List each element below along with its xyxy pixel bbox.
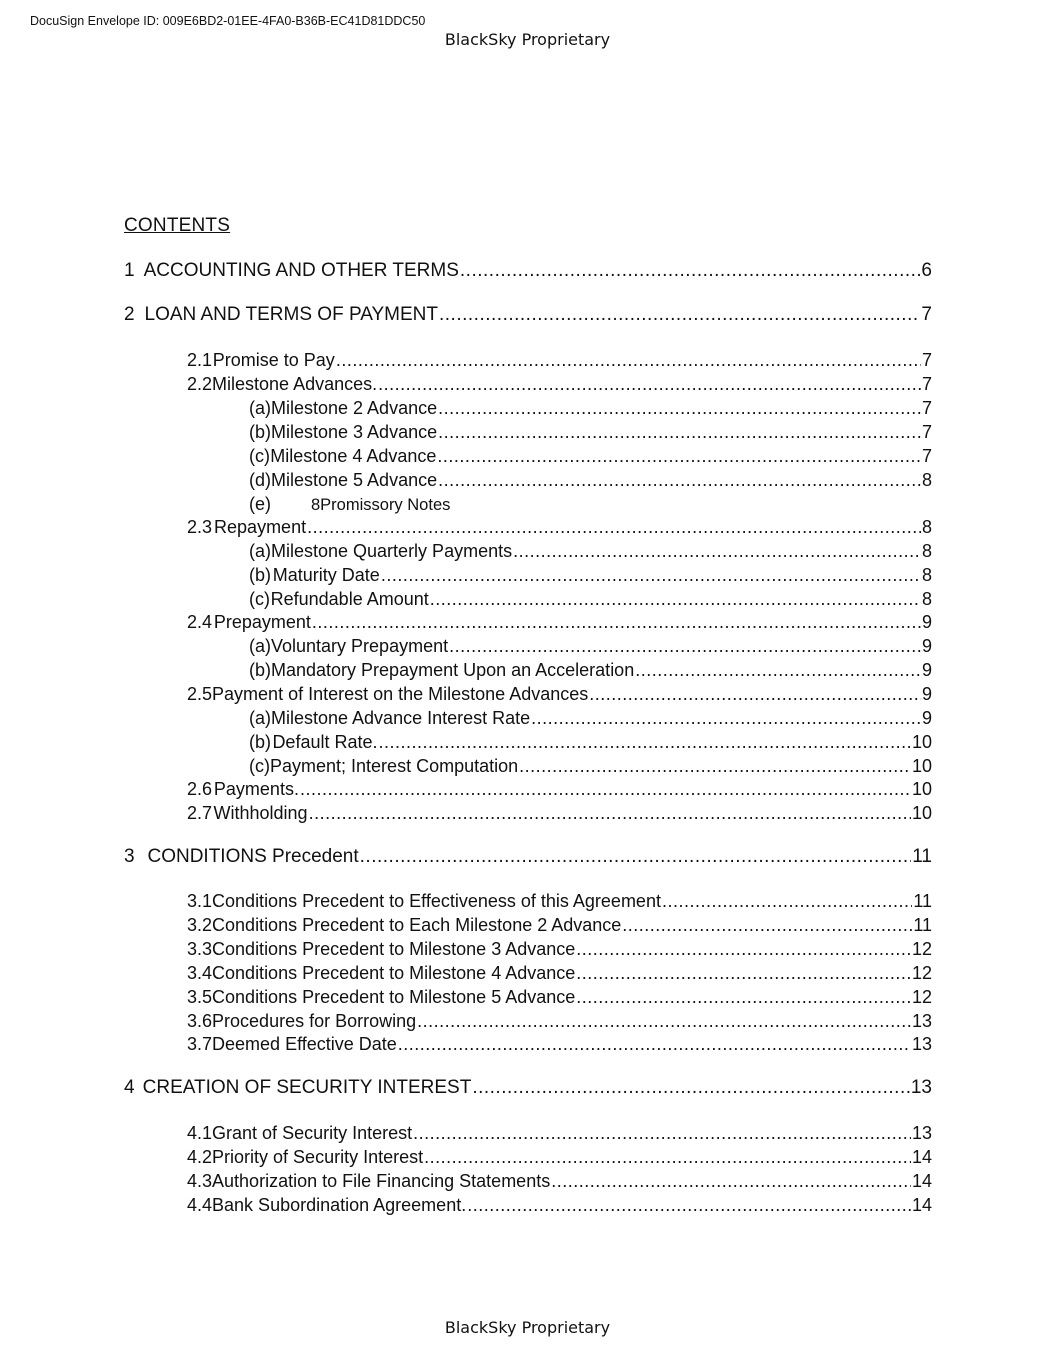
toc-dot-leader <box>622 913 912 937</box>
toc-entry-title: Milestone 3 Advance <box>271 422 438 442</box>
toc-entry-title: Conditions Precedent to Milestone 3 Advance <box>212 939 576 959</box>
toc-entry[interactable] <box>187 682 932 706</box>
toc-entry-page: 8 <box>921 517 932 537</box>
toc-entry-page: 7 <box>921 398 932 418</box>
toc-dot-leader <box>519 754 911 778</box>
toc-dot-leader <box>336 348 921 372</box>
toc-entry[interactable] <box>187 1009 932 1033</box>
toc-entry-number: (d) <box>249 470 271 490</box>
toc-dot-leader <box>472 1076 910 1100</box>
toc-entry[interactable] <box>187 372 932 396</box>
toc-entry[interactable] <box>124 303 932 327</box>
toc-entry-title: Conditions Precedent to Milestone 4 Advance <box>212 963 576 983</box>
toc-entry-page: 7 <box>921 446 932 466</box>
toc-entry-page: 14 <box>911 1147 932 1167</box>
toc-entry-page: 8 <box>921 470 932 490</box>
toc-entry-number: 4.3 <box>187 1171 213 1191</box>
toc-entry-page: 10 <box>911 779 932 799</box>
toc-entry-number: 3.5 <box>187 987 213 1007</box>
toc-dot-leader <box>460 259 921 283</box>
toc-entry-title: Default Rate. <box>272 732 378 752</box>
toc-entry-number: 2 <box>124 304 135 325</box>
toc-entry-title: LOAN AND TERMS OF PAYMENT <box>144 304 438 325</box>
toc-entry-title: Promise to Pay <box>212 350 335 370</box>
toc-entry-title: Conditions Precedent to Each Milestone 2 Advance <box>212 915 622 935</box>
toc-entry-number: 2.2 <box>187 374 213 394</box>
toc-dot-leader <box>438 396 921 420</box>
toc-entry-page: 14 <box>911 1171 932 1191</box>
toc-entry-number: (a) <box>249 541 271 561</box>
toc-entry[interactable] <box>249 444 932 468</box>
toc-dot-leader <box>576 985 911 1009</box>
toc-entry[interactable] <box>249 396 932 420</box>
toc-entry-number: 2.7 <box>187 803 213 823</box>
toc-entry-page: 9 <box>921 636 932 656</box>
toc-entry-title: Grant of Security Interest <box>212 1123 413 1143</box>
toc-dot-leader <box>513 539 921 563</box>
toc-entry-page: 14 <box>911 1195 932 1215</box>
toc-dot-leader <box>379 730 911 754</box>
header-proprietary-label: BlackSky Proprietary <box>444 30 611 49</box>
toc-entry-number: (b) <box>249 660 271 680</box>
toc-entry-page: 12 <box>911 963 932 983</box>
toc-dot-leader <box>378 372 921 396</box>
toc-entry-number: (c) <box>249 589 270 609</box>
toc-entry[interactable] <box>249 492 450 517</box>
toc-entry-title: Repayment <box>214 517 307 537</box>
toc-dot-leader <box>635 658 921 682</box>
toc-entry[interactable] <box>249 563 932 587</box>
toc-entry-number: 4.2 <box>187 1147 213 1167</box>
toc-entry[interactable] <box>187 889 932 913</box>
toc-entry-page: 9 <box>921 708 932 728</box>
toc-dot-leader <box>312 610 921 634</box>
toc-entry-title: Milestone Quarterly Payments <box>271 541 513 561</box>
toc-entry-title: ACCOUNTING AND OTHER TERMS <box>143 260 459 281</box>
toc-entry-title: Authorization to File Financing Statements <box>212 1171 551 1191</box>
toc-dot-leader <box>300 777 911 801</box>
toc-entry[interactable] <box>187 1145 932 1169</box>
toc-entry-title: Payment; Interest Computation <box>270 756 519 776</box>
toc-entry-title: Milestone Advances. <box>212 374 378 394</box>
toc-entry[interactable] <box>187 961 932 985</box>
docusign-envelope-id: DocuSign Envelope ID: 009E6BD2-01EE-4FA0-B36B-EC41D81DDC50 <box>30 14 426 28</box>
toc-dot-leader <box>467 1193 911 1217</box>
toc-entry-number: 4.1 <box>187 1123 213 1143</box>
toc-dot-leader <box>551 1169 911 1193</box>
toc-entry-page: 8 <box>921 589 932 609</box>
toc-entry-number: (a) <box>249 398 271 418</box>
toc-entry-title: Deemed Effective Date <box>212 1034 397 1054</box>
toc-entry-title: Withholding <box>213 803 308 823</box>
contents-heading: CONTENTS <box>124 215 231 236</box>
toc-entry-page: 7 <box>921 350 932 370</box>
toc-entry-page: 9 <box>921 612 932 632</box>
toc-entry-title: Milestone 5 Advance <box>271 470 438 490</box>
toc-entry-title: Bank Subordination Agreement. <box>212 1195 467 1215</box>
toc-entry-page: 7 <box>921 304 932 325</box>
toc-entry-number: 2.3 <box>187 517 213 537</box>
toc-dot-leader <box>439 303 920 327</box>
toc-dot-leader <box>424 1145 911 1169</box>
footer-proprietary-label: BlackSky Proprietary <box>444 1318 611 1337</box>
toc-entry-number: (a) <box>249 636 271 656</box>
toc-entry-title: CREATION OF SECURITY INTEREST <box>142 1077 472 1098</box>
toc-entry[interactable] <box>187 937 932 961</box>
toc-entry-page: 11 <box>912 846 932 867</box>
toc-entry-title: Refundable Amount <box>270 589 429 609</box>
toc-entry-page: 11 <box>913 891 932 911</box>
toc-entry[interactable] <box>249 587 932 611</box>
toc-entry-number: (c) <box>249 446 270 466</box>
toc-entry-page: 11 <box>913 915 932 935</box>
toc-entry[interactable] <box>249 420 932 444</box>
toc-entry[interactable] <box>187 1169 932 1193</box>
toc-entry[interactable] <box>187 913 932 937</box>
toc-entry[interactable] <box>187 1121 932 1145</box>
toc-dot-leader <box>662 889 912 913</box>
toc-entry-title: Priority of Security Interest <box>212 1147 424 1167</box>
toc-entry[interactable] <box>249 634 932 658</box>
toc-entry-number: 3.7 <box>187 1034 213 1054</box>
toc-entry-number: (a) <box>249 708 271 728</box>
toc-dot-leader <box>309 801 911 825</box>
toc-entry-page: 13 <box>910 1077 932 1098</box>
toc-entry-number: 4.4 <box>187 1195 213 1215</box>
toc-entry-number: 2.5 <box>187 684 213 704</box>
toc-entry-number: 3 <box>124 846 135 867</box>
toc-entry-page: 13 <box>911 1011 932 1031</box>
toc-dot-leader <box>449 634 921 658</box>
toc-entry-title: Milestone 4 Advance <box>270 446 437 466</box>
toc-entry[interactable] <box>249 539 932 563</box>
toc-entry[interactable] <box>249 706 932 730</box>
toc-entry-page: 10 <box>911 732 932 752</box>
toc-entry-page: 7 <box>921 422 932 442</box>
toc-entry[interactable] <box>187 1032 932 1056</box>
toc-entry-number: (b) <box>249 422 271 442</box>
toc-entry[interactable] <box>249 658 932 682</box>
toc-dot-leader <box>576 937 911 961</box>
toc-entry-page: 6 <box>921 260 932 281</box>
toc-entry-title: Maturity Date <box>272 565 380 585</box>
toc-entry-number: (b) <box>249 565 271 585</box>
toc-entry-number: 3.4 <box>187 963 213 983</box>
toc-entry-title: CONDITIONS Precedent <box>147 846 359 867</box>
toc-entry-page: 10 <box>911 803 932 823</box>
toc-entry[interactable] <box>249 730 932 754</box>
toc-dot-leader <box>360 845 912 869</box>
toc-entry-number: 3.3 <box>187 939 213 959</box>
toc-entry-number: 4 <box>124 1077 135 1098</box>
toc-entry[interactable] <box>187 1193 932 1217</box>
toc-entry[interactable] <box>187 777 932 801</box>
toc-entry-title: Payments. <box>213 779 299 799</box>
toc-entry-number: 2.6 <box>187 779 213 799</box>
toc-dot-leader <box>531 706 921 730</box>
toc-entry-number: 2.1 <box>187 350 213 370</box>
toc-entry-title: Procedures for Borrowing <box>212 1011 417 1031</box>
toc-entry[interactable] <box>187 985 932 1009</box>
toc-entry-number: 1 <box>124 260 135 281</box>
toc-entry[interactable] <box>187 348 932 372</box>
toc-entry[interactable] <box>187 515 932 539</box>
toc-entry[interactable] <box>187 610 932 634</box>
toc-entry-number: (c) <box>249 756 270 776</box>
toc-entry-page: 8 <box>921 541 932 561</box>
toc-entry-page: 9 <box>921 660 932 680</box>
toc-entry-page: 8 <box>921 565 932 585</box>
toc-entry-title: Prepayment <box>213 612 311 632</box>
toc-entry-page: 7 <box>921 374 932 394</box>
toc-entry-page: 13 <box>911 1034 932 1054</box>
toc-entry[interactable] <box>124 259 932 283</box>
toc-dot-leader <box>417 1009 911 1033</box>
toc-dot-leader <box>430 587 921 611</box>
toc-dot-leader <box>576 961 911 985</box>
toc-entry-number: 3.2 <box>187 915 213 935</box>
toc-entry-page: 9 <box>921 684 932 704</box>
toc-dot-leader <box>437 444 921 468</box>
toc-entry-title: Mandatory Prepayment Upon an Acceleration <box>271 660 635 680</box>
toc-entry-title: Conditions Precedent to Effectiveness of this Agreement <box>212 891 661 911</box>
toc-entry-page: 13 <box>911 1123 932 1143</box>
toc-entry-page: 12 <box>911 987 932 1007</box>
toc-entry-title: Milestone 2 Advance <box>271 398 438 418</box>
toc-entry-title: Conditions Precedent to Milestone 5 Advance <box>212 987 576 1007</box>
toc-dot-leader <box>413 1121 911 1145</box>
toc-dot-leader <box>438 420 921 444</box>
toc-entry-page: 10 <box>911 756 932 776</box>
toc-entry[interactable] <box>187 801 932 825</box>
toc-entry[interactable] <box>124 845 932 869</box>
toc-dot-leader <box>438 468 921 492</box>
toc-entry-title: 8Promissory Notes <box>311 496 451 514</box>
toc-dot-leader <box>307 515 921 539</box>
toc-entry-title: Milestone Advance Interest Rate <box>271 708 531 728</box>
toc-entry[interactable] <box>249 754 932 778</box>
toc-entry-title: Payment of Interest on the Milestone Advances <box>212 684 589 704</box>
toc-entry[interactable] <box>249 468 932 492</box>
toc-entry-number: 3.6 <box>187 1011 213 1031</box>
toc-entry-number: 2.4 <box>187 612 213 632</box>
toc-dot-leader <box>381 563 921 587</box>
toc-dot-leader <box>589 682 921 706</box>
toc-entry-number: (b) <box>249 732 271 752</box>
toc-entry[interactable] <box>124 1076 932 1100</box>
toc-entry-title: Voluntary Prepayment <box>271 636 449 656</box>
toc-dot-leader <box>398 1032 911 1056</box>
toc-entry-page: 12 <box>911 939 932 959</box>
toc-entry-number: 3.1 <box>187 891 213 911</box>
toc-entry-number: (e) <box>249 494 271 514</box>
